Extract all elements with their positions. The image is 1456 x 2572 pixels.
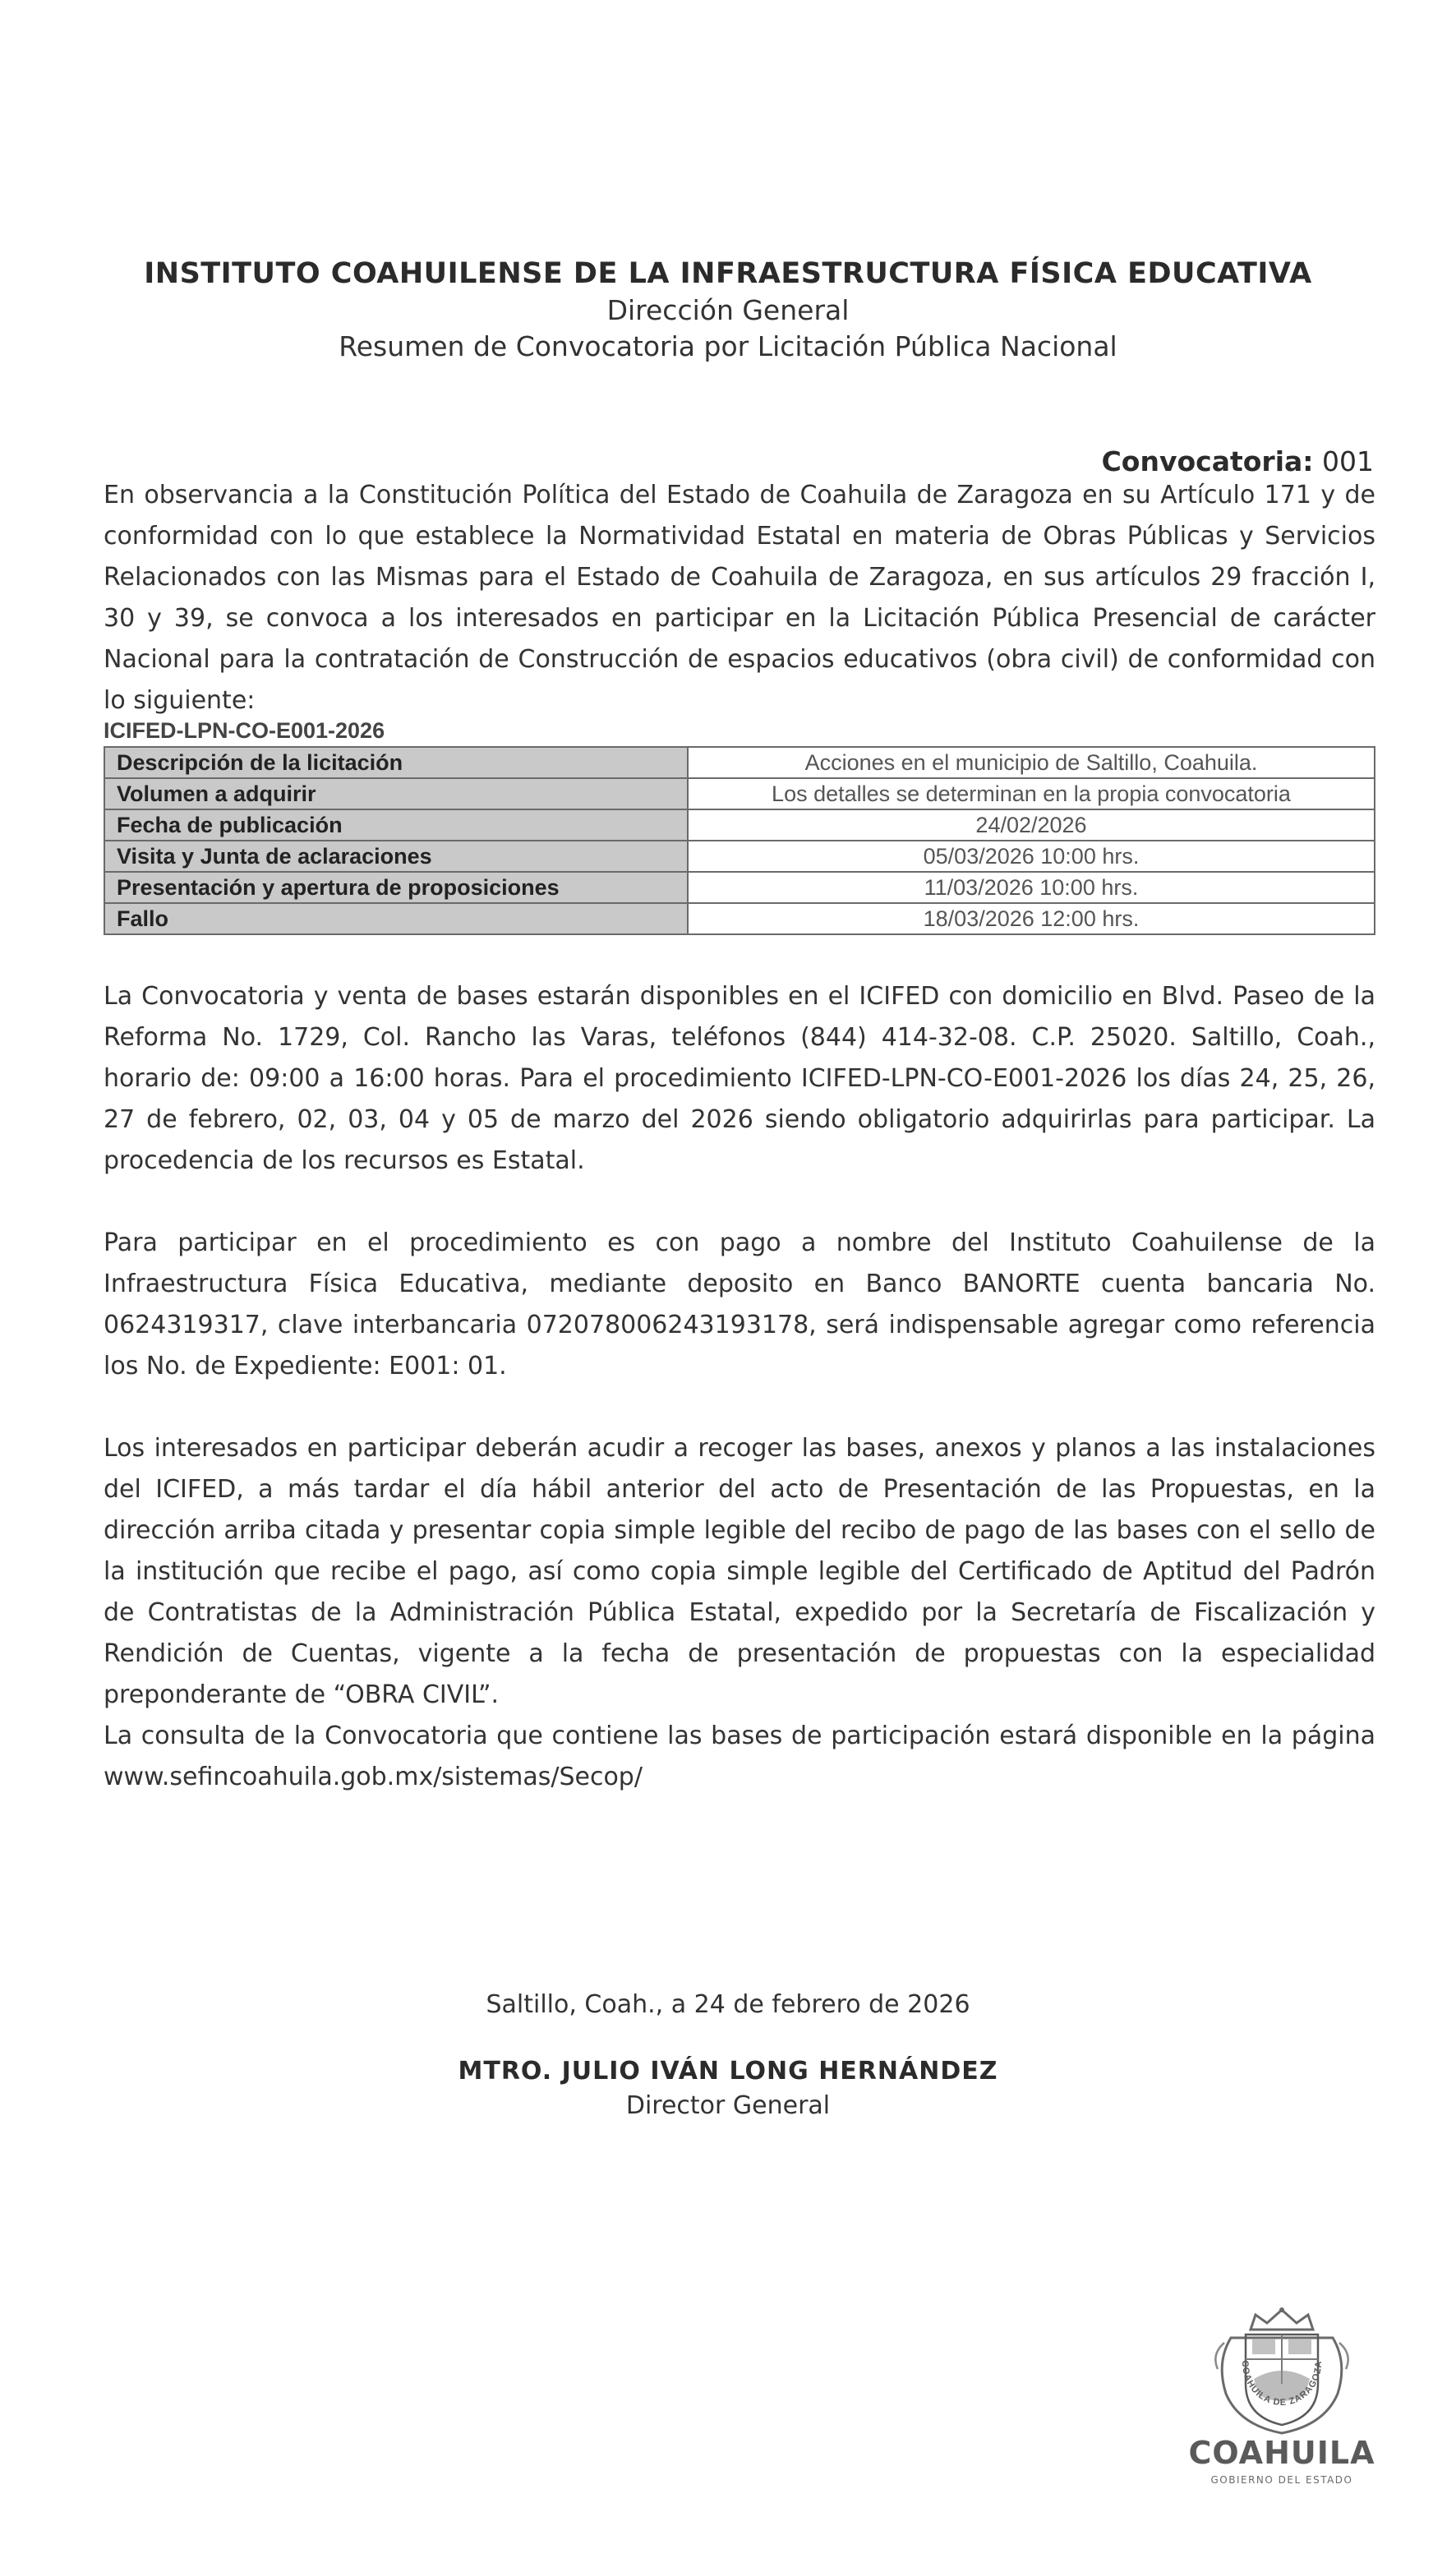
- row-value: 18/03/2026 12:00 hrs.: [688, 903, 1375, 934]
- payment-paragraph: Para participar en el procedimiento es con pago a nombre del Instituto Coahuilense de la Infraestructura Física Educativa, mediante deposito en Banco BANORTE cuenta bancaria No. 0624319317, clave interbancaria 072078006243193178, será indispensable agregar como referencia los No. de Expediente: E001: 01.: [104, 1228, 1375, 1380]
- coahuila-logo: [1183, 2305, 1380, 2490]
- intro-paragraph: En observancia a la Constitución Política del Estado de Coahuila de Zaragoza en su Artículo 171 y de conformidad con lo que establece la Normatividad Estatal en materia de Obras Públicas y Servicios Relacionados con las Mismas para el Estado de Coahuila de Zaragoza, en sus artículos 29 fracción I, 30 y 39, se convoca a los interesados en participar en la Licitación Pública Presencial de carácter Nacional para la contratación de Construcción de espacios educativos (obra civil) de conformidad con lo siguiente:: [104, 481, 1375, 715]
- row-value: 05/03/2026 10:00 hrs.: [688, 841, 1375, 872]
- table-row: [104, 747, 1375, 778]
- row-label: Descripción de la licitación: [104, 747, 688, 778]
- table-row: [104, 778, 1375, 809]
- row-value: Los detalles se determinan en la propia convocatoria: [688, 778, 1375, 809]
- requirements-paragraph: Los interesados en participar deberán acudir a recoger las bases, anexos y planos a las instalaciones del ICIFED, a más tardar el día hábil anterior del acto de Presentación de las Propuestas, en la dirección arriba citada y presentar copia simple legible del recibo de pago de las bases con el sello de la institución que recibe el pago, así como copia simple legible del Certificado de Aptitud del Padrón de Contratistas de la Administración Pública Estatal, expedido por la Secretaría de Fiscalización y Rendición de Cuentas, vigente a la fecha de presentación de propuestas con la especialidad preponderante de “OBRA CIVIL”.: [104, 1434, 1375, 1709]
- convocatoria-label: Convocatoria:: [1101, 445, 1314, 477]
- document-header: [0, 255, 1456, 365]
- logo-brand: COAHUILA: [1188, 2435, 1375, 2471]
- row-value: Acciones en el municipio de Saltillo, Coahuila.: [688, 747, 1375, 778]
- bases-paragraph: La Convocatoria y venta de bases estarán disponibles en el ICIFED con domicilio en Blvd. Paseo de la Reforma No. 1729, Col. Rancho las Varas, teléfonos (844) 414-32-08. C.P. 25020. Saltillo, Coah., horario de: 09:00 a 16:00 horas. Para el procedimiento ICIFED-LPN-CO-E001-2026 los días 24, 25, 26, 27 de febrero, 02, 03, 04 y 05 de marzo del 2026 siendo obligatorio adquirirlas para participar. La procedencia de los recursos es Estatal.: [104, 982, 1375, 1175]
- tender-code: ICIFED-LPN-CO-E001-2026: [104, 718, 385, 743]
- document-subtitle: Resumen de Convocatoria por Licitación Pública Nacional: [339, 330, 1117, 362]
- coat-of-arms-icon: [1206, 2305, 1357, 2436]
- row-value: 11/03/2026 10:00 hrs.: [688, 872, 1375, 903]
- svg-text:COAHUILA DE ZARAGOZA: COAHUILA DE ZARAGOZA: [1239, 2360, 1325, 2408]
- row-label: Visita y Junta de aclaraciones: [104, 841, 688, 872]
- signature-block: [0, 2054, 1456, 2123]
- row-label: Fallo: [104, 903, 688, 934]
- row-label: Fecha de publicación: [104, 809, 688, 841]
- row-value: 24/02/2026: [688, 809, 1375, 841]
- consulta-paragraph: La consulta de la Convocatoria que contiene las bases de participación estará disponible en la página www.sefincoahuila.gob.mx/sistemas/Secop/: [104, 1722, 1375, 1791]
- table-row: [104, 841, 1375, 872]
- direction-name: Dirección General: [606, 294, 850, 326]
- row-label: Presentación y apertura de proposiciones: [104, 872, 688, 903]
- institute-name: INSTITUTO COAHUILENSE DE LA INFRAESTRUCTURA FÍSICA EDUCATIVA: [144, 257, 1312, 290]
- table-row: [104, 903, 1375, 934]
- signer-role: Director General: [625, 2091, 831, 2120]
- logo-tagline: GOBIERNO DEL ESTADO: [1210, 2474, 1353, 2486]
- table-row: [104, 809, 1375, 841]
- place-date: Saltillo, Coah., a 24 de febrero de 2026: [486, 1990, 970, 2019]
- tender-table: [104, 746, 1375, 935]
- table-row: [104, 872, 1375, 903]
- signer-name: MTRO. JULIO IVÁN LONG HERNÁNDEZ: [458, 2057, 998, 2086]
- convocatoria-value: 001: [1322, 445, 1374, 477]
- row-label: Volumen a adquirir: [104, 778, 688, 809]
